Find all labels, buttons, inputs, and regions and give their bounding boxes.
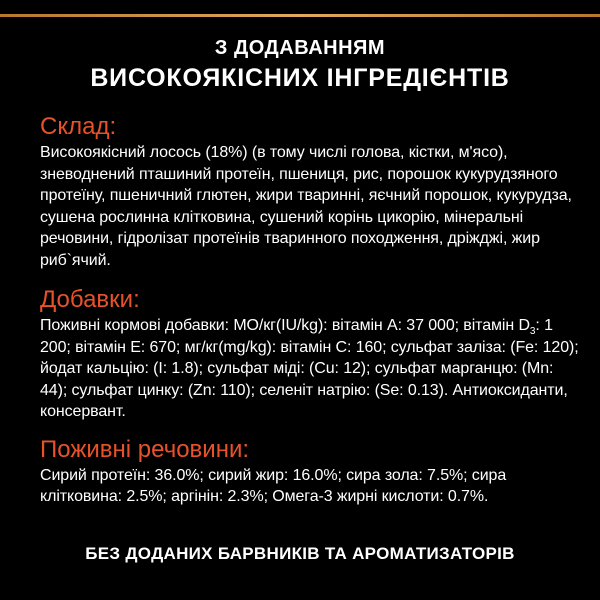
top-accent-bar	[0, 14, 600, 17]
additives-title: Добавки:	[40, 286, 140, 313]
nutrients-title: Поживні речовини:	[40, 435, 250, 463]
composition-section	[40, 114, 580, 271]
additives-section	[40, 287, 580, 423]
header-title: ВИСОКОЯКІСНИХ ІНГРЕДІЄНТІВ	[90, 64, 510, 92]
header-subtitle: З ДОДАВАННЯМ	[214, 37, 386, 59]
additives-text	[40, 315, 580, 423]
composition-text: Високоякісний лосось (18%) (в тому числі голова, кістки, м'ясо), зневоднений пташиний протеїн, пшениця, рис, порошок кукурудзяного протеїну, пшеничний глютен, жири тваринні, яєчний порошок, кукурудза, сушена рослинна клітковина, сушений корінь цикорію, мінеральні речовини, гідролізат протеїнів тваринного походження, дріжджі, жир риб`ячий.	[40, 144, 572, 269]
additives-text-part2: : 1 200; вітамін Е: 670; мг/кг(mg/kg): вітамін С: 160; сульфат заліза: (Fe: 120); йодат кальцію: (I: 1.8); сульфат міді: (Cu: 12); сульфат марганцю: (Mn: 44); сульфат цинку: (Zn: 110); селеніт натрію: (Se: 0.13). Антиоксиданти, консервант.	[40, 317, 579, 420]
footer-claim: БЕЗ ДОДАНИХ БАРВНИКІВ ТА АРОМАТИЗАТОРІВ	[85, 544, 515, 563]
composition-title: Склад:	[40, 113, 117, 140]
additives-text-part1: Поживні кормові добавки: МО/кг(IU/kg): вітамін А: 37 000; вітамін D	[40, 317, 530, 334]
vitamin-d-subscript: 3	[529, 326, 536, 338]
content	[40, 114, 580, 508]
nutrients-text: Сирий протеїн: 36.0%; сирий жир: 16.0%; сира зола: 7.5%; сира клітковина: 2.5%; аргінін: 2.3%; Омега-3 жирні кислоти: 0.7%.	[40, 466, 507, 505]
nutrients-section	[40, 437, 580, 508]
header	[0, 36, 600, 94]
